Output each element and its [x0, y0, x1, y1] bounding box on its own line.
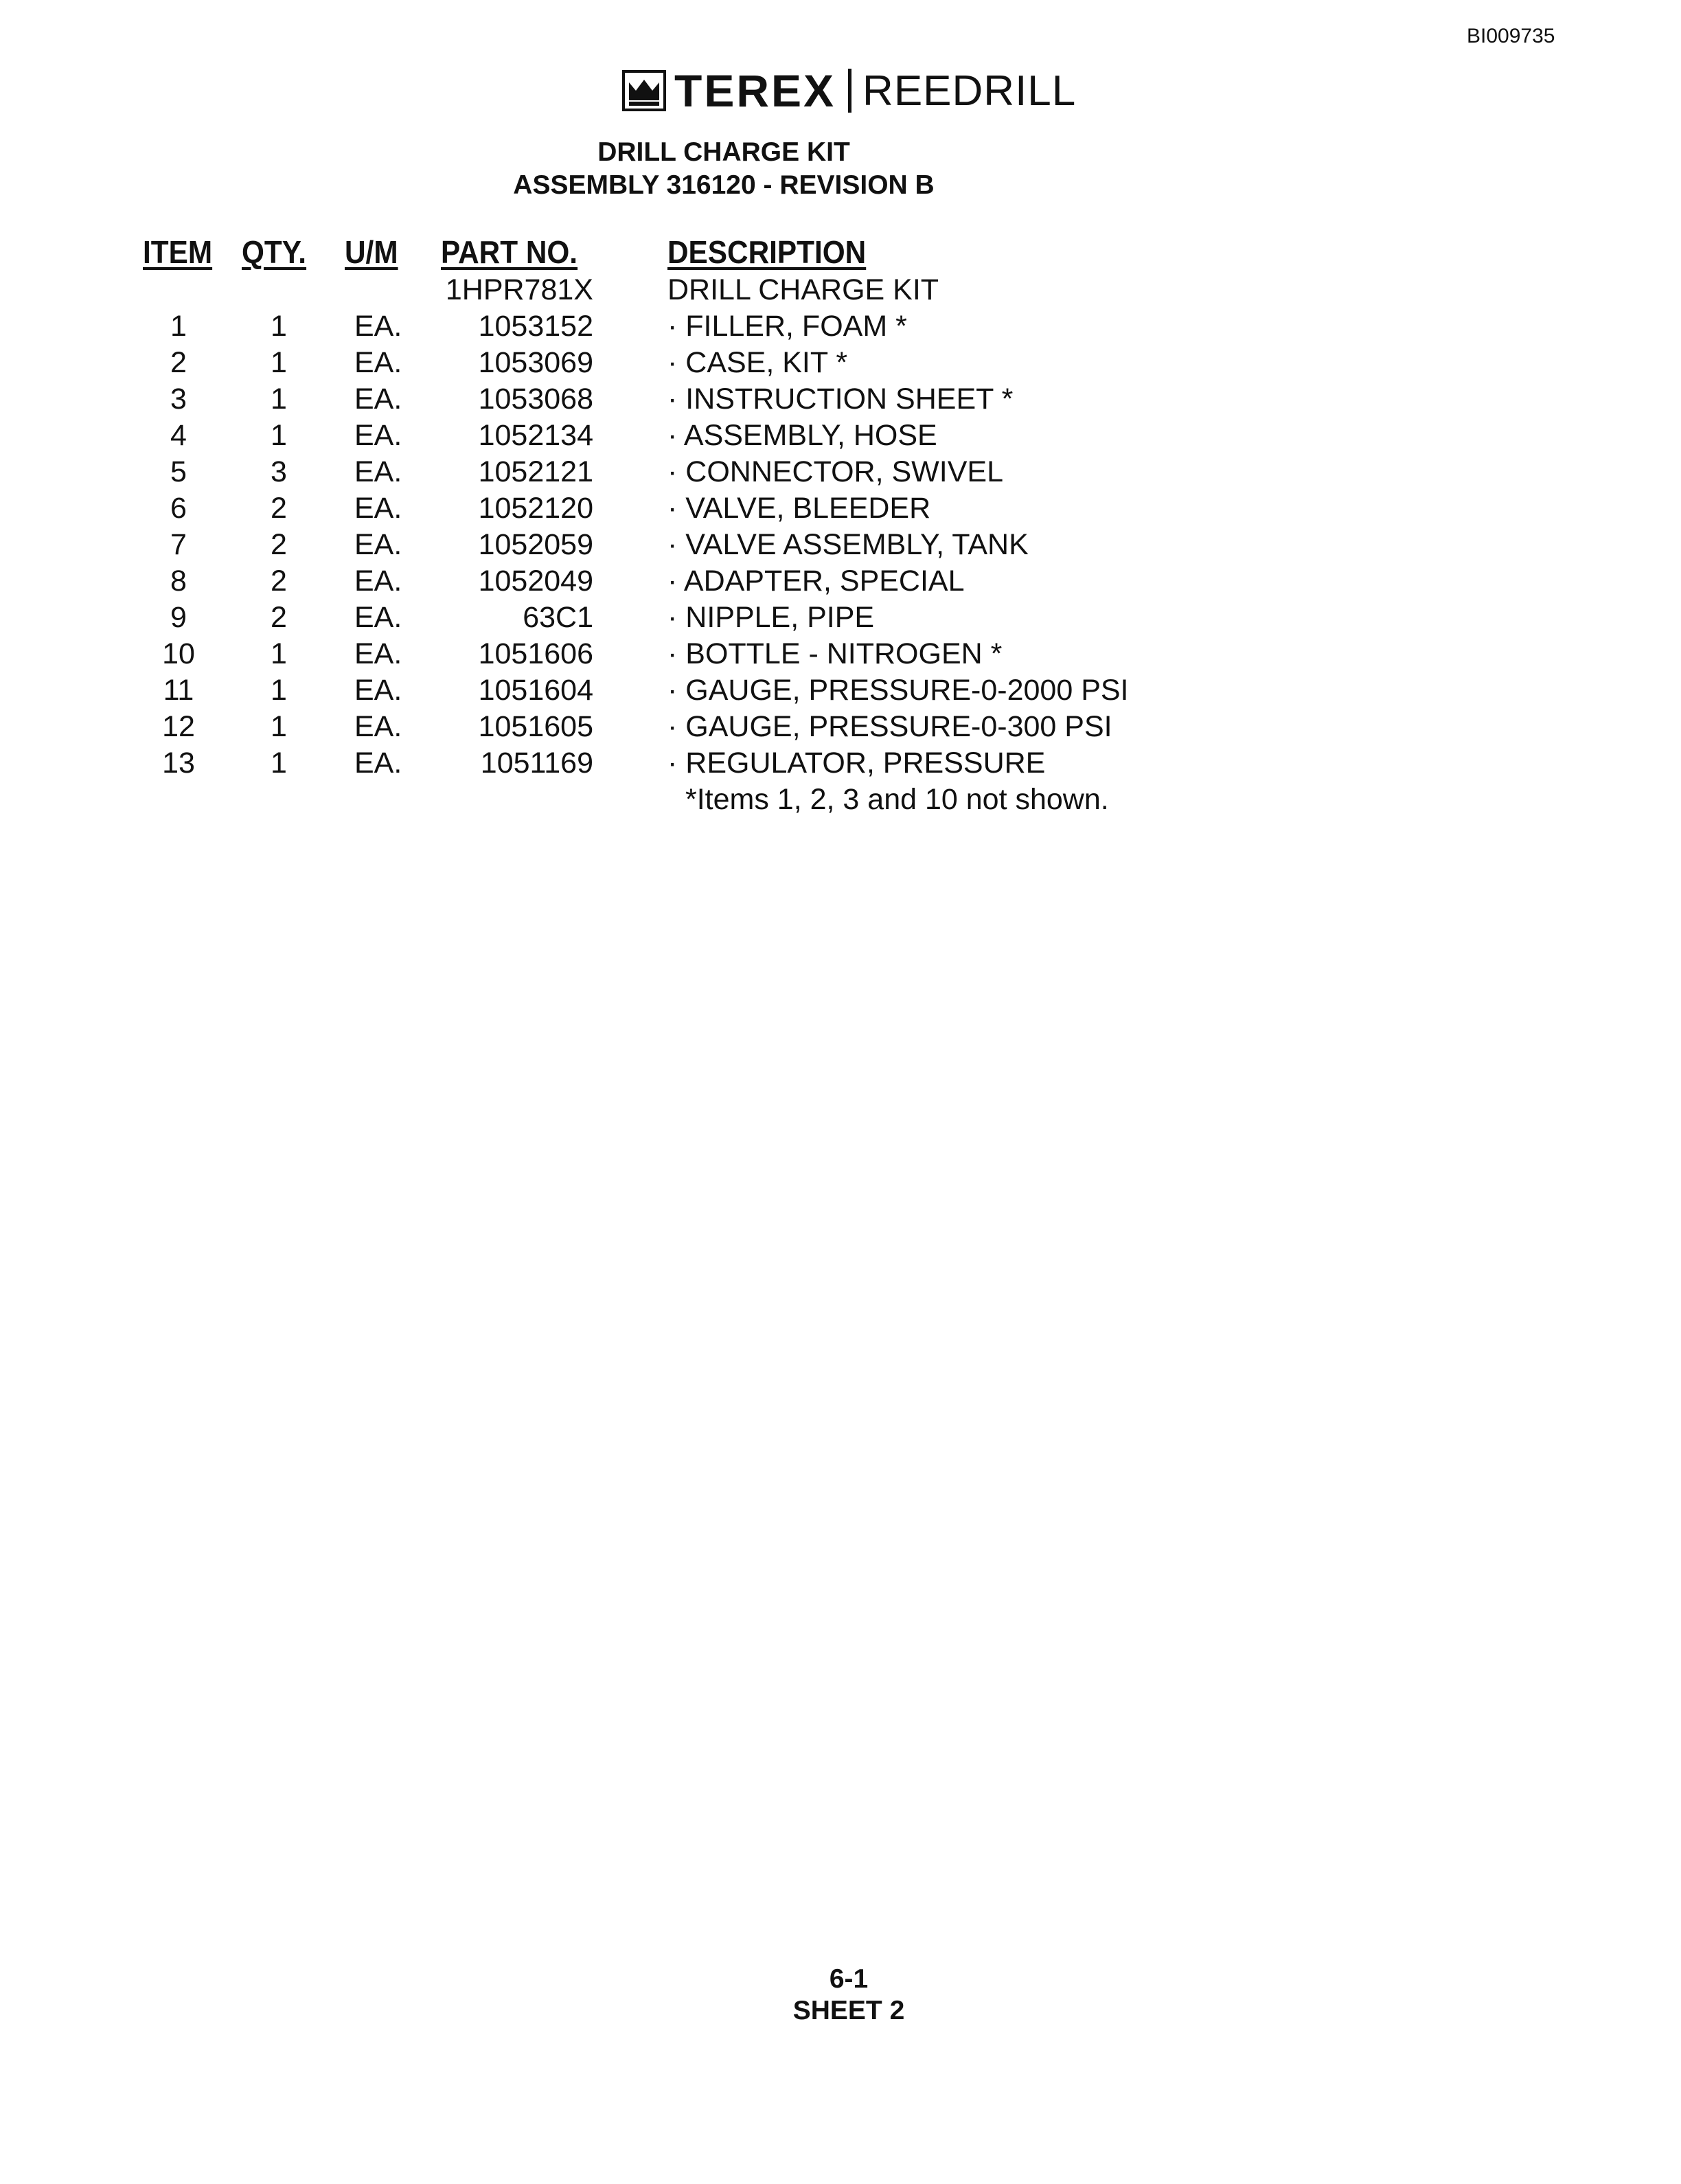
cell-part-no: 1052120 — [478, 492, 593, 525]
cell-description: · GAUGE, PRESSURE-0-300 PSI — [667, 710, 1112, 743]
cell-um: EA. — [354, 565, 402, 598]
cell-um: EA. — [354, 383, 402, 416]
cell-item: 13 — [162, 747, 195, 780]
cell-qty: 1 — [271, 310, 287, 343]
kit-part-no: 1HPR781X — [445, 273, 593, 306]
cell-part-no: 1052121 — [478, 455, 593, 488]
cell-description: · CASE, KIT * — [667, 346, 848, 379]
cell-description: · VALVE, BLEEDER — [667, 492, 931, 525]
header-um: U/M — [345, 234, 398, 270]
table-row — [0, 492, 1681, 527]
cell-um: EA. — [354, 310, 402, 343]
cell-um: EA. — [354, 455, 402, 488]
cell-item: 8 — [170, 565, 187, 598]
cell-item: 4 — [170, 419, 187, 452]
cell-description: · CONNECTOR, SWIVEL — [667, 455, 1003, 488]
cell-um: EA. — [354, 747, 402, 780]
cell-qty: 1 — [271, 637, 287, 670]
cell-qty: 2 — [271, 528, 287, 561]
brand-divider — [848, 69, 851, 113]
cell-description: · ADAPTER, SPECIAL — [667, 565, 965, 598]
table-row — [0, 528, 1681, 564]
cell-description: · GAUGE, PRESSURE-0-2000 PSI — [667, 674, 1129, 707]
footnote: *Items 1, 2, 3 and 10 not shown. — [685, 783, 1109, 816]
cell-qty: 1 — [271, 674, 287, 707]
brand-logo — [622, 66, 1076, 115]
table-row — [0, 565, 1681, 600]
cell-qty: 1 — [271, 346, 287, 379]
cell-item: 7 — [170, 528, 187, 561]
table-row — [0, 601, 1681, 637]
terex-crown-logo-icon — [622, 70, 666, 111]
cell-um: EA. — [354, 419, 402, 452]
cell-part-no: 1051604 — [478, 674, 593, 707]
cell-um: EA. — [354, 674, 402, 707]
cell-description: · ASSEMBLY, HOSE — [667, 419, 937, 452]
cell-part-no: 1051606 — [478, 637, 593, 670]
kit-description: DRILL CHARGE KIT — [667, 273, 939, 306]
cell-um: EA. — [354, 346, 402, 379]
cell-item: 2 — [170, 346, 187, 379]
cell-qty: 1 — [271, 383, 287, 416]
cell-part-no: 63C1 — [523, 601, 593, 634]
cell-item: 3 — [170, 383, 187, 416]
cell-qty: 2 — [271, 492, 287, 525]
cell-qty: 2 — [271, 601, 287, 634]
cell-qty: 1 — [271, 710, 287, 743]
cell-item: 5 — [170, 455, 187, 488]
table-row — [0, 710, 1681, 746]
cell-part-no: 1053069 — [478, 346, 593, 379]
table-row — [0, 637, 1681, 673]
cell-item: 11 — [163, 674, 194, 707]
cell-qty: 3 — [271, 455, 287, 488]
cell-description: · NIPPLE, PIPE — [667, 601, 875, 634]
cell-description: · VALVE ASSEMBLY, TANK — [667, 528, 1029, 561]
header-qty: QTY. — [242, 234, 307, 270]
cell-um: EA. — [354, 492, 402, 525]
cell-part-no: 1053068 — [478, 383, 593, 416]
document-id: BI009735 — [1467, 25, 1555, 47]
cell-qty: 2 — [271, 565, 287, 598]
table-row — [0, 455, 1681, 491]
document-subtitle: ASSEMBLY 316120 - REVISION B — [513, 170, 935, 200]
cell-qty: 1 — [271, 747, 287, 780]
document-title: DRILL CHARGE KIT — [597, 137, 850, 167]
table-row — [0, 747, 1681, 782]
cell-part-no: 1053152 — [478, 310, 593, 343]
cell-um: EA. — [354, 601, 402, 634]
cell-um: EA. — [354, 710, 402, 743]
cell-part-no: 1052059 — [478, 528, 593, 561]
cell-description: · INSTRUCTION SHEET * — [667, 383, 1014, 416]
sheet-label: SHEET 2 — [792, 1996, 905, 2025]
cell-qty: 1 — [271, 419, 287, 452]
header-item: ITEM — [143, 234, 213, 270]
cell-description: · BOTTLE - NITROGEN * — [667, 637, 1003, 670]
header-description: DESCRIPTION — [667, 234, 867, 270]
page-number: 6-1 — [829, 1964, 869, 1994]
cell-item: 12 — [162, 710, 195, 743]
cell-part-no: 1052134 — [478, 419, 593, 452]
kit-row — [0, 273, 1681, 309]
cell-description: · FILLER, FOAM * — [667, 310, 907, 343]
table-row — [0, 674, 1681, 709]
cell-um: EA. — [354, 637, 402, 670]
brand-name: TEREX — [674, 65, 836, 116]
cell-item: 10 — [162, 637, 195, 670]
cell-item: 6 — [170, 492, 187, 525]
cell-part-no: 1052049 — [478, 565, 593, 598]
cell-description: · REGULATOR, PRESSURE — [667, 747, 1046, 780]
brand-subname: REEDRILL — [862, 67, 1077, 115]
table-row — [0, 419, 1681, 455]
table-row — [0, 383, 1681, 418]
cell-part-no: 1051605 — [478, 710, 593, 743]
cell-item: 9 — [170, 601, 187, 634]
table-row — [0, 346, 1681, 382]
cell-part-no: 1051169 — [480, 747, 593, 780]
cell-um: EA. — [354, 528, 402, 561]
table-row — [0, 310, 1681, 345]
cell-item: 1 — [170, 310, 187, 343]
header-part-no: PART NO. — [441, 234, 578, 270]
